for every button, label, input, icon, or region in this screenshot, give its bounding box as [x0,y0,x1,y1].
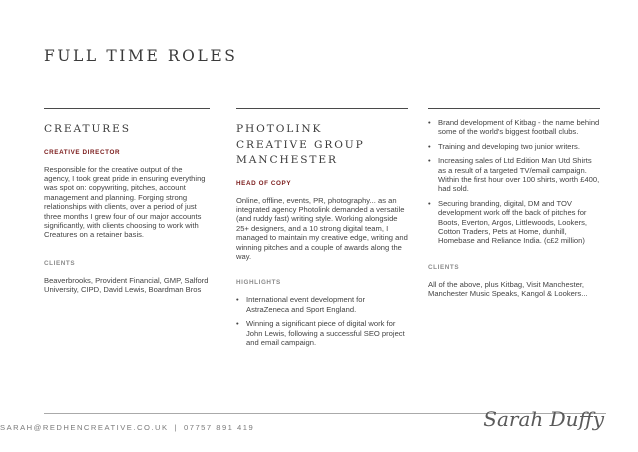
footer-phone[interactable]: 07757 891 419 [184,423,255,432]
section-divider [44,108,210,109]
photolink-continued-section [428,108,600,299]
footer-separator: | [174,423,178,432]
list-item: • Increasing sales of Ltd Edition Man Utd Shirts as a result of a targeted TV/email campaign. Within the first hour over 100 shirts, worth £400, had sold. [428,156,600,194]
creatures-clients: Beaverbrooks, Provident Financial, GMP, Salford University, CIPD, David Lewis, Boardman Bros [44,275,209,295]
photolink-highlights-label: HIGHLIGHTS [236,279,281,287]
photolink-heading [236,122,408,169]
creatures-clients-label: CLIENTS [44,259,76,267]
creatures-role: CREATIVE DIRECTOR [44,148,121,156]
creatures-heading: CREATURES [44,123,131,135]
list-item: • International event development for AstraZeneca and Sport England. [236,295,408,314]
footer-email[interactable]: SARAH@REDHENCREATIVE.CO.UK [0,423,169,432]
creatures-description: Responsible for the creative output of the agency, I took great pride in ensuring everything was spot on: copywriting, pitches, account management and planning. Forging strong relationships with clients, over a period of just three months I grew four of our major accounts significantly, with clients choosing to work with Creatures on a retainer basis. [44,164,206,240]
list-item: • Training and developing two junior writers. [428,142,600,151]
photolink-heading-line: MANCHESTER [236,154,338,166]
continued-clients-label: CLIENTS [428,263,460,271]
continued-bullet-list [428,118,600,246]
section-divider [236,108,408,109]
photolink-heading-line: PHOTOLINK [236,123,323,135]
photolink-highlights-list [236,295,408,347]
continued-clients: All of the above, plus Kitbag, Visit Manchester, Manchester Music Speaks, Kangol & Lookers... [428,279,588,299]
photolink-role: HEAD OF COPY [236,179,292,187]
footer-contact [0,423,254,432]
section-divider [428,108,600,109]
photolink-heading-line: CREATIVE GROUP [236,138,365,151]
photolink-description: Online, offline, events, PR, photography... as an integrated agency Photolink demanded a versatile (and ruddy fast) writing style. Working alongside 25+ designers, and a 10 strong digital team, I managed to maintain my creative edge, writing and winning pitches and a couple of awards along the way. [236,195,408,261]
list-item: • Winning a significant piece of digital work for John Lewis, following a successful SEO project and email campaign. [236,319,408,347]
photolink-section [236,108,408,352]
page-title: FULL TIME ROLES [44,47,238,65]
list-item: • Brand development of Kitbag - the name behind some of the world's biggest football clubs. [428,118,600,137]
signature-logo: Sarah Duffy [483,407,604,431]
list-item: • Securing branding, digital, DM and TOV development work off the back of pitches for Boots, Everton, Argos, Littlewoods, Lookers, Cotton Traders, Pets at Home, dunhill, Homebase and Reliance India. (c£2 million) [428,199,600,246]
creatures-section [44,108,210,295]
